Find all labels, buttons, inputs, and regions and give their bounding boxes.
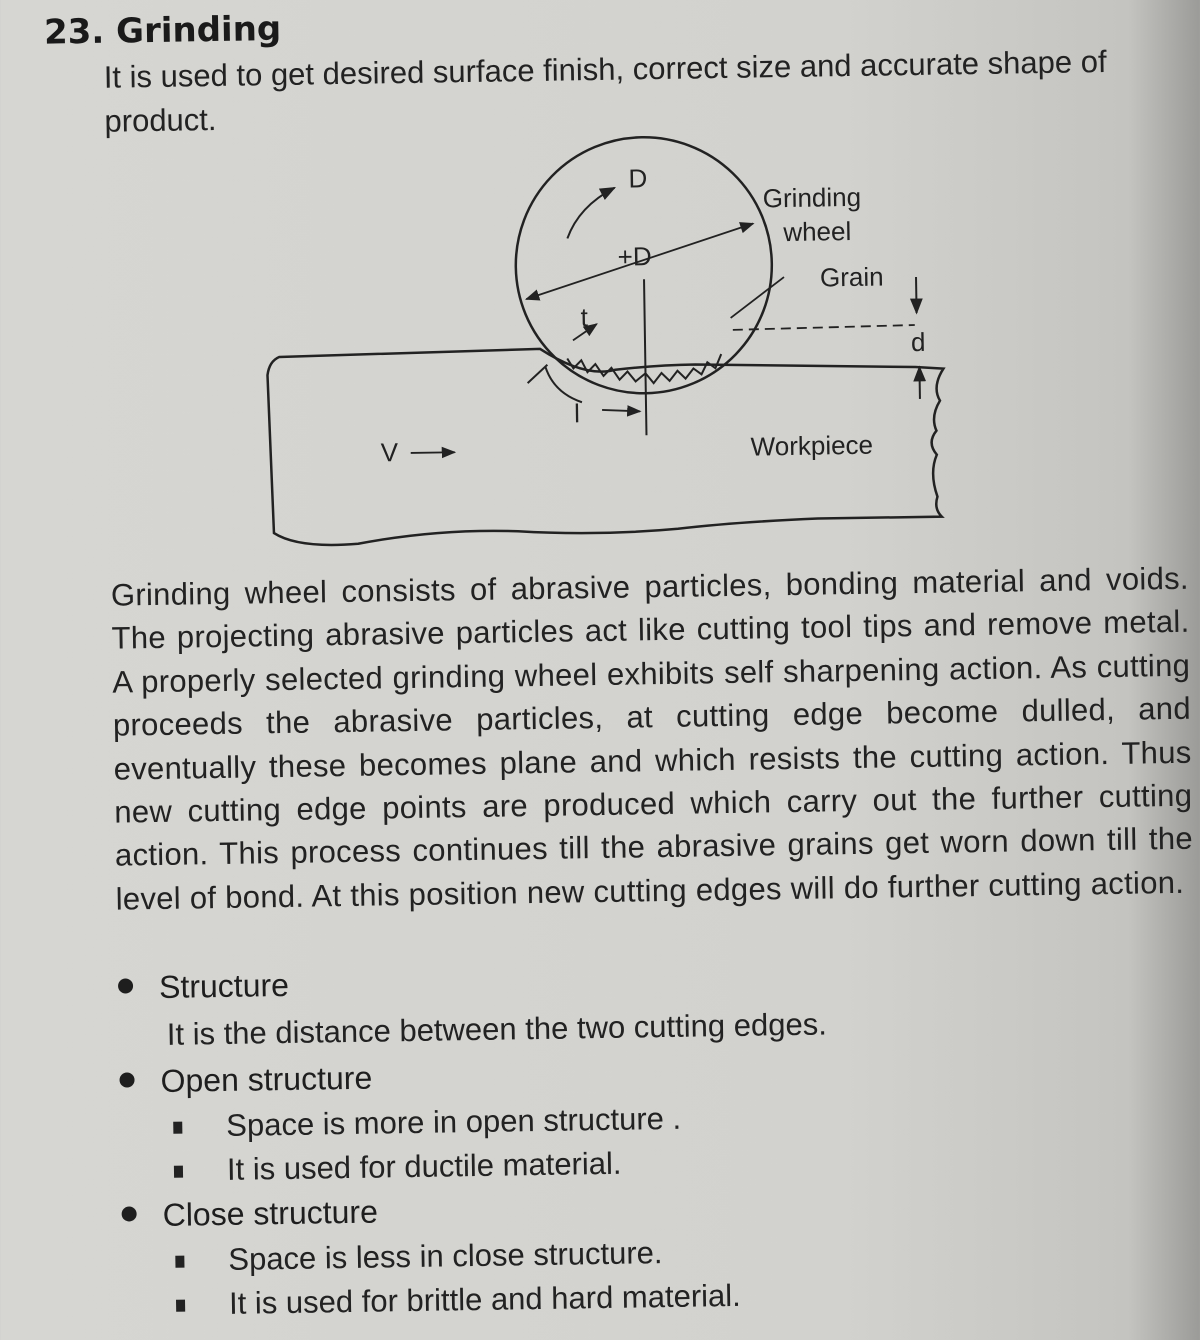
label-t: t — [580, 302, 589, 333]
bullet-dot — [122, 1206, 137, 1221]
label-d-center: +D — [617, 241, 652, 272]
label-v: V — [380, 437, 399, 468]
open-structure-title: Open structure — [160, 1059, 373, 1099]
grain-leader-line — [730, 277, 785, 318]
contact-length-arrow — [602, 409, 640, 412]
grinding-diagram — [252, 124, 959, 565]
open-structure-item-2: It is used for ductile material. — [226, 1145, 622, 1187]
bullet-dot — [119, 1072, 134, 1087]
depth-dashed-line — [733, 325, 915, 330]
label-d-top: D — [628, 163, 648, 194]
structure-heading — [118, 967, 289, 1007]
feed-velocity-arrow — [411, 452, 455, 453]
label-grain: Grain — [819, 261, 884, 293]
depth-arrow-up — [919, 367, 920, 399]
square-bullet — [175, 1256, 184, 1268]
rotation-arrow — [567, 188, 616, 239]
list-item — [174, 1146, 622, 1189]
list-item — [175, 1235, 663, 1279]
grinding-diagram-svg — [252, 124, 959, 565]
list-item — [176, 1278, 741, 1323]
wheel-centre-line — [644, 279, 646, 435]
close-structure-title: Close structure — [162, 1193, 379, 1233]
square-bullet — [176, 1300, 185, 1312]
body-paragraph: Grinding wheel consists of abrasive particles, bonding material and voids. The projecting abrasive particles act like cutting tool tips and remove metal. A properly selected grinding wheel exhibits self sharpening action. As cutting proceeds the abrasive particles, at cutting edge become dulled, and eventually these becomes plane and which resists the cutting action. Thus new cutting edge points are produced which carry out the further cutting action. This process continues till the abrasive grains get worn down till the level of bond. At this position new cutting edges will do further cutting action. — [110, 560, 1194, 917]
square-bullet — [173, 1122, 182, 1134]
list-item — [173, 1101, 681, 1145]
bullet-dot — [118, 978, 133, 993]
close-structure-heading — [121, 1194, 378, 1235]
structure-title: Structure — [158, 966, 290, 1005]
close-structure-item-1: Space is less in close structure. — [228, 1235, 663, 1277]
open-structure-heading — [119, 1060, 372, 1101]
structure-definition: It is the distance between the two cutting edges. — [166, 1006, 828, 1052]
label-wheel: wheel — [783, 216, 852, 248]
label-grinding: Grinding — [762, 181, 862, 214]
intro-text: It is used to get desired surface finish, correct size and accurate shape of product. — [103, 43, 1107, 139]
depth-arrow-down — [916, 277, 917, 313]
section-heading: 23. Grinding — [43, 8, 282, 53]
square-bullet — [174, 1166, 183, 1178]
close-structure-item-2: It is used for brittle and hard material. — [228, 1277, 742, 1321]
label-workpiece: Workpiece — [750, 429, 874, 462]
contact-arc-tick — [527, 365, 547, 383]
label-d-depth: d — [910, 326, 926, 358]
open-structure-item-1: Space is more in open structure . — [225, 1100, 682, 1143]
label-l: l — [573, 398, 581, 429]
